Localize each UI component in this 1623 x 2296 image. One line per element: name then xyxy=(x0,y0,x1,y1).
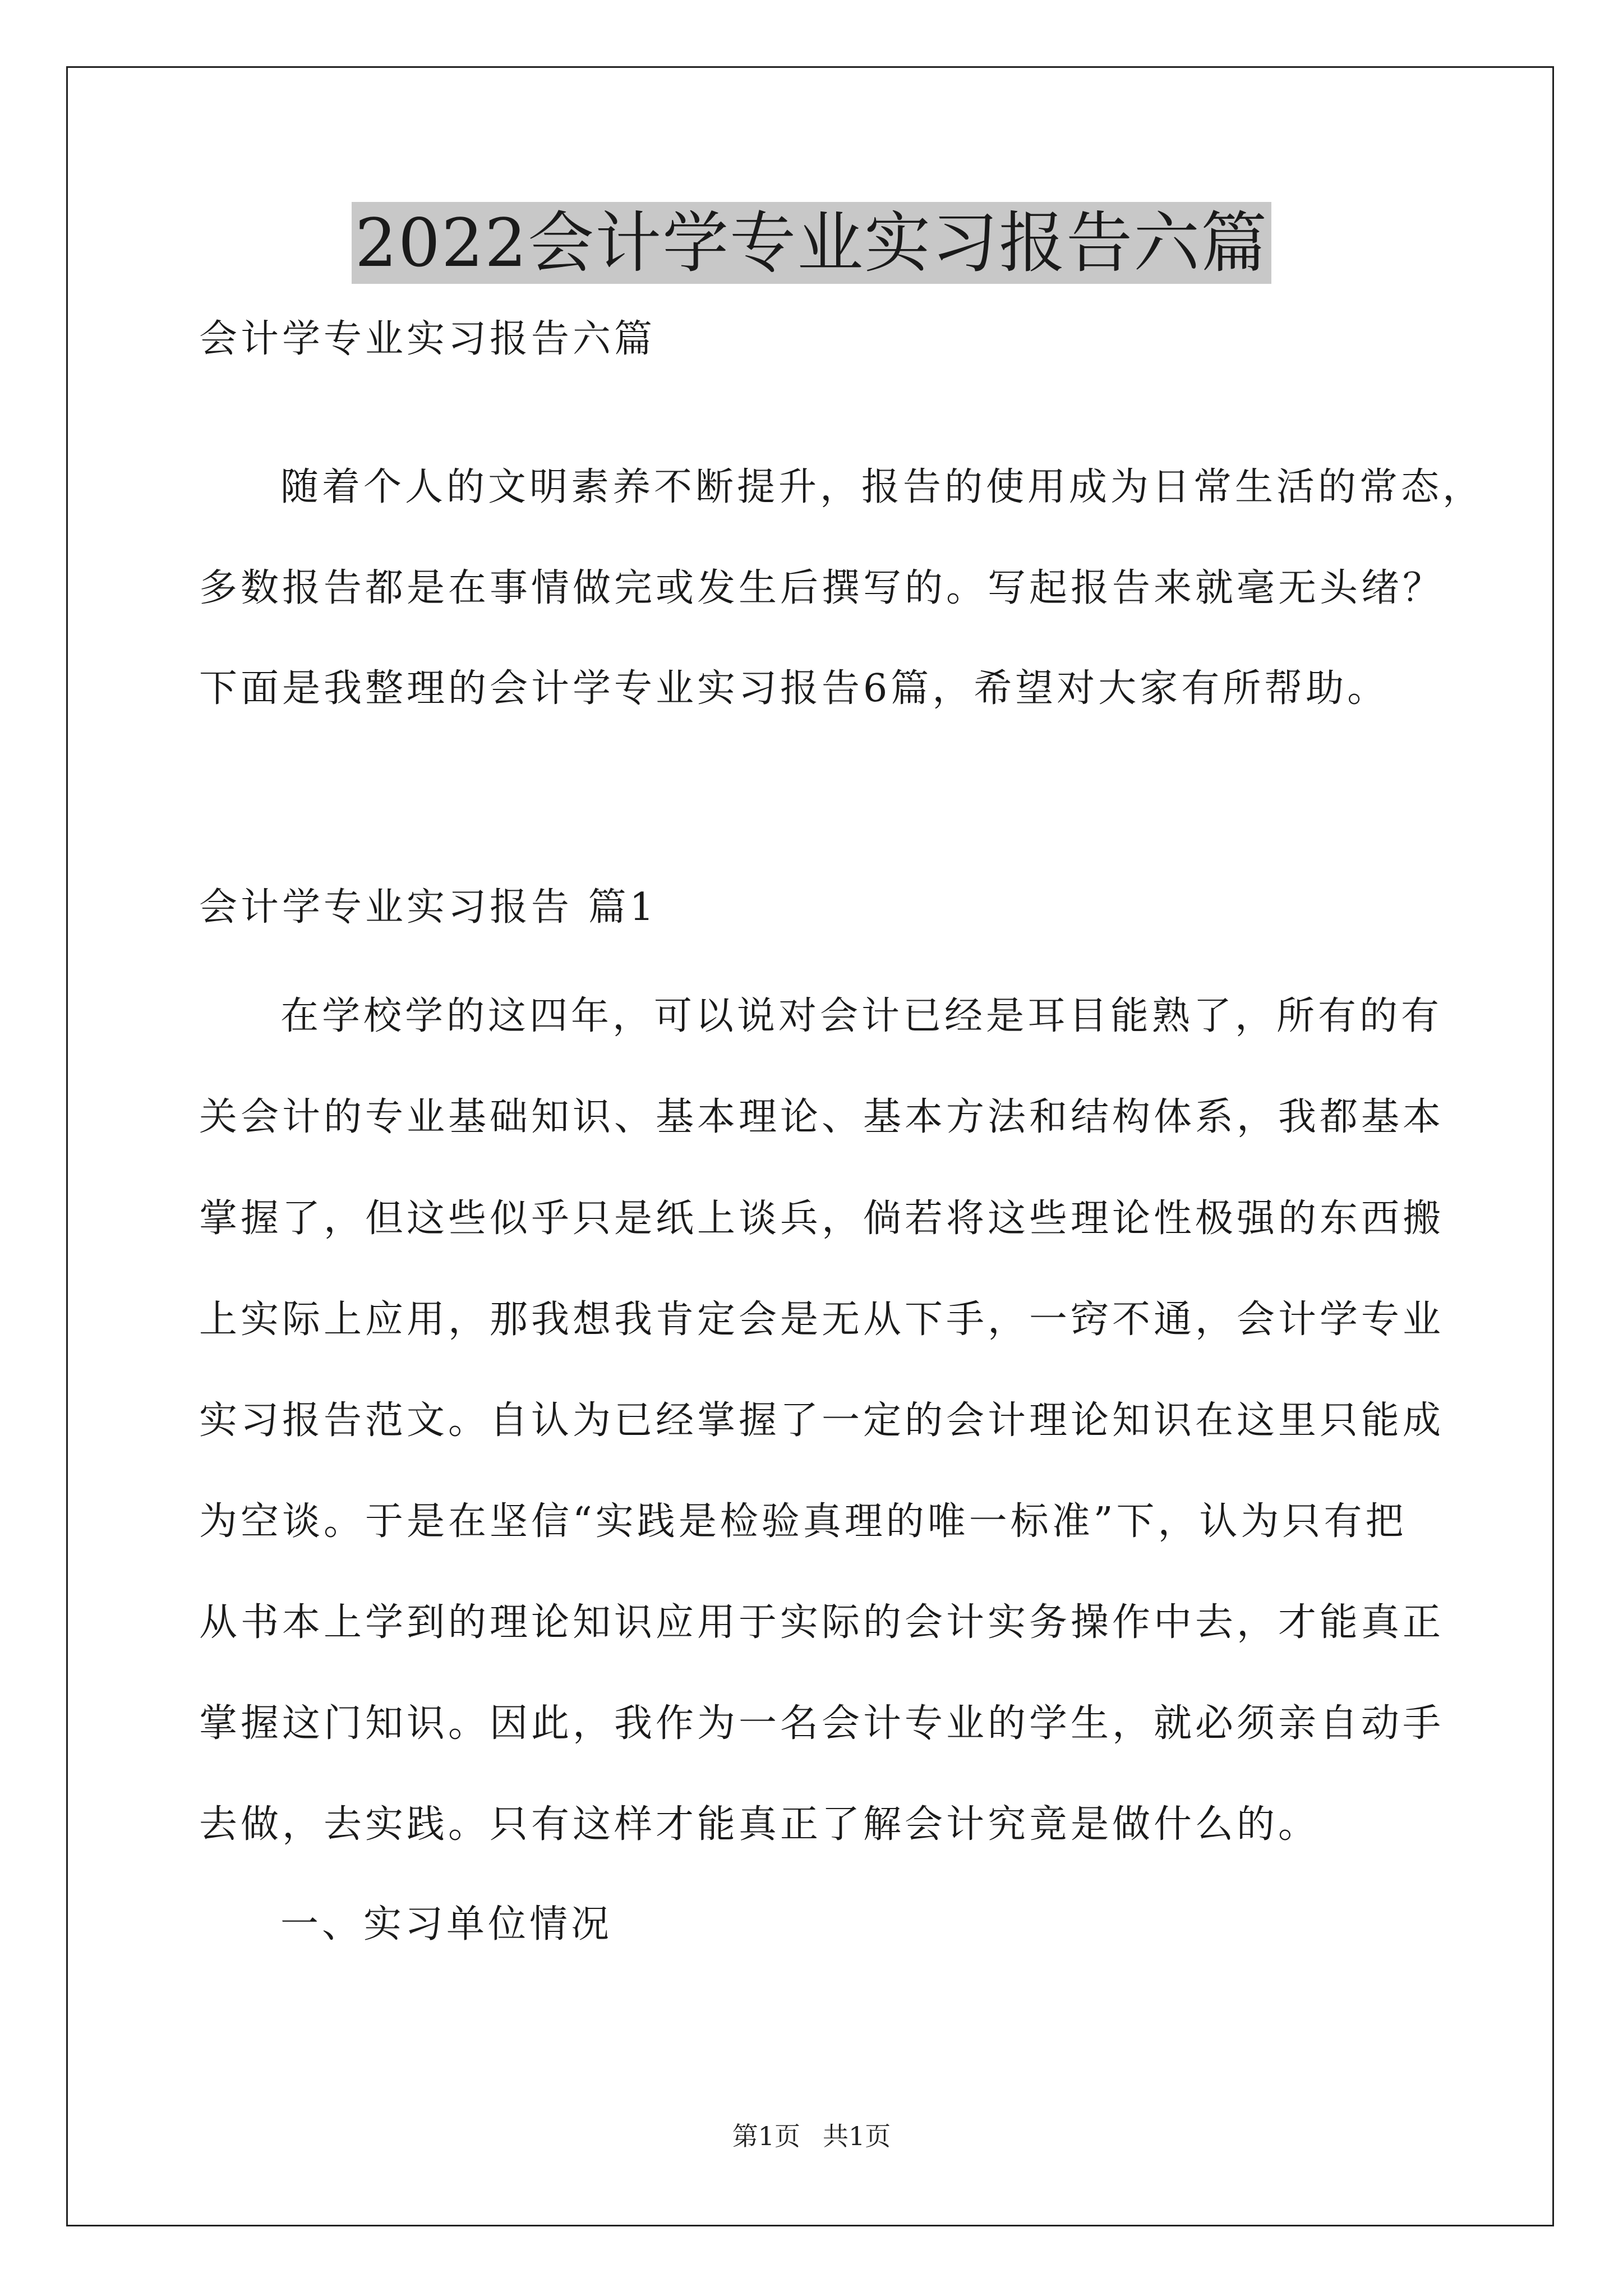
body-line: 从书本上学到的理论知识应用于实际的会计实务操作中去，才能真正 xyxy=(199,1600,1445,1645)
document-subtitle: 会计学专业实习报告六篇 xyxy=(199,317,656,361)
body-line: 掌握了，但这些似乎只是纸上谈兵，倘若将这些理论性极强的东西搬 xyxy=(199,1197,1445,1241)
body-line: 去做，去实践。只有这样才能真正了解会计究竟是做什么的。 xyxy=(199,1802,1320,1847)
body-line: 为空谈。于是在坚信“实践是检验真理的唯一标准”下，认为只有把 xyxy=(199,1499,1407,1544)
section-heading: 会计学专业实习报告 篇1 xyxy=(199,885,657,930)
page-number: 第1页 xyxy=(732,2121,800,2151)
body-line: 关会计的专业基础知识、基本理论、基本方法和结构体系，我都基本 xyxy=(199,1095,1445,1139)
body-line: 实习报告范文。自认为已经掌握了一定的会计理论知识在这里只能成 xyxy=(199,1398,1445,1443)
intro-line: 下面是我整理的会计学专业实习报告6篇，希望对大家有所帮助。 xyxy=(199,666,1389,711)
intro-line: 多数报告都是在事情做完或发生后撰写的。写起报告来就毫无头绪？ xyxy=(199,566,1445,610)
subheading: 一、实习单位情况 xyxy=(280,1902,613,1947)
intro-line: 随着个人的文明素养不断提升，报告的使用成为日常生活的常态， xyxy=(280,465,1484,509)
page-total: 共1页 xyxy=(823,2121,891,2151)
body-line: 掌握这门知识。因此，我作为一名会计专业的学生，就必须亲自动手 xyxy=(199,1701,1445,1746)
document-title xyxy=(0,201,1623,285)
body-line: 上实际上应用，那我想我肯定会是无从下手，一窍不通，会计学专业 xyxy=(199,1297,1445,1342)
document-title-text: 2022会计学专业实习报告六篇 xyxy=(352,202,1271,284)
page-footer xyxy=(0,2120,1623,2152)
body-line: 在学校学的这四年，可以说对会计已经是耳目能熟了，所有的有 xyxy=(280,994,1443,1038)
